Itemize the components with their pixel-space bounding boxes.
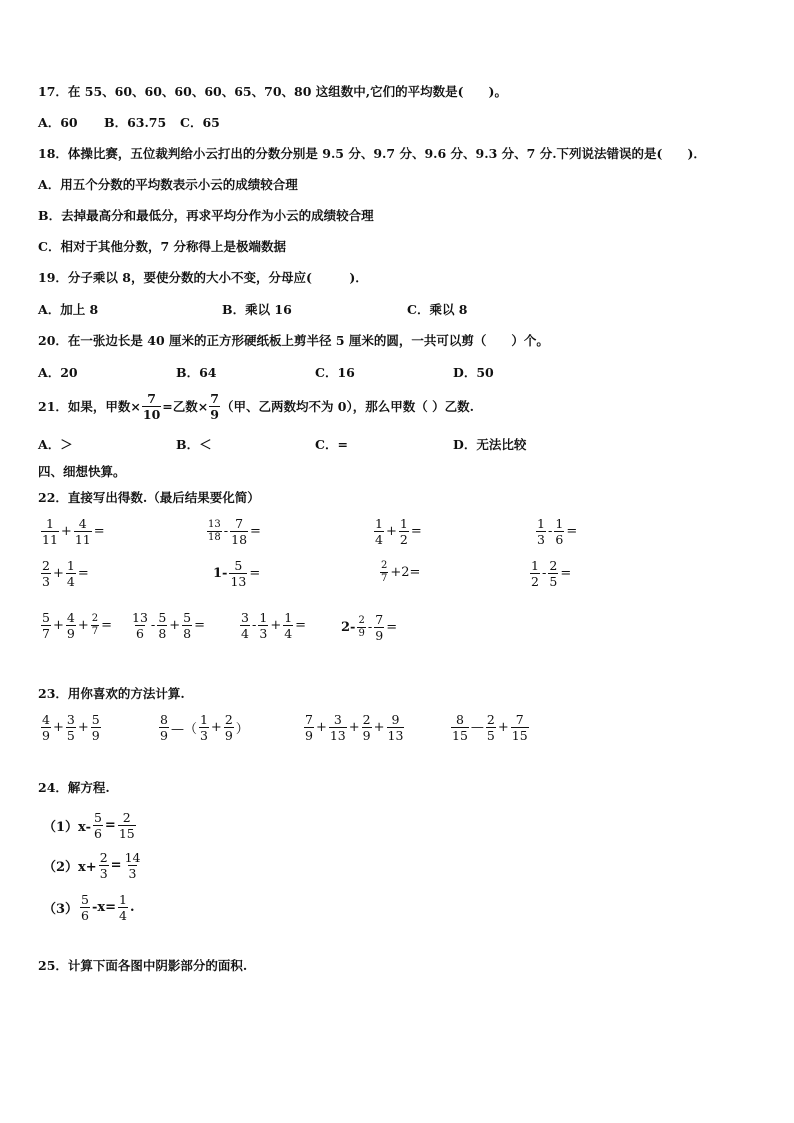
fraction: $\frac{1}{6}$ <box>555 516 564 547</box>
q23-expr-b: $\frac{8}{9}$ —（ $\frac{1}{3}$ + $\frac{2}{9}$ ） <box>160 712 249 743</box>
fraction: $\frac{5}{9}$ <box>91 712 100 743</box>
fraction: $\frac{7}{18}$ <box>231 516 248 547</box>
fraction: $\frac{1}{2}$ <box>399 516 408 547</box>
question-19-text: 19．分子乘以 8，要使分数的大小不变，分母应( )． <box>38 270 368 285</box>
q21-part-1: 21．如果，甲数× <box>38 398 141 414</box>
fraction: $\frac{7}{9}$ <box>375 612 384 643</box>
fraction: $\frac{2}{7}$ <box>91 613 99 637</box>
q17-option-b: B．63.75 <box>104 115 167 130</box>
question-22-text: 22．直接写出得数.（最后结果要化简） <box>38 490 260 505</box>
question-24-text: 24．解方程. <box>38 780 110 795</box>
fraction: $\frac{5}{7}$ <box>42 610 50 641</box>
fraction: $\frac{1}{3}$ <box>537 516 545 547</box>
q17-option-c: C．65 <box>180 115 220 130</box>
fraction: $\frac{1}{11}$ <box>42 516 58 547</box>
fraction: $\frac{2}{9}$ <box>362 712 371 743</box>
fraction: $\frac{5}{6}$ <box>81 892 89 923</box>
q24-equation-3: （3） $\frac{5}{6}$ -x= $\frac{1}{4}$ . <box>43 892 135 923</box>
fraction: $\frac{9}{13}$ <box>387 712 404 743</box>
fraction: $\frac{5}{8}$ <box>158 610 167 641</box>
fraction: $\frac{5}{6}$ <box>93 810 102 841</box>
q18-option-a: A．用五个分数的平均数表示小云的成绩较合理 <box>38 177 298 192</box>
fraction: $\frac{3}{13}$ <box>329 712 346 743</box>
fraction: $\frac{1}{3}$ <box>259 610 268 641</box>
question-23-text: 23．用你喜欢的方法计算. <box>38 686 185 701</box>
q21-part-2: =乙数× <box>162 398 209 414</box>
fraction: $\frac{2}{5}$ <box>486 712 495 743</box>
fraction: $\frac{7}{15}$ <box>511 712 528 743</box>
q20-option-d: D．50 <box>453 365 494 380</box>
q21-option-b: B．＜ <box>176 437 212 452</box>
q19-option-a: A．加上 8 <box>38 302 99 317</box>
fraction: $\frac{2}{9}$ <box>358 615 365 639</box>
question-25-text: 25．计算下面各图中阴影部分的面积. <box>38 958 248 973</box>
fraction: $\frac{1}{3}$ <box>199 712 208 743</box>
fraction: $\frac{3}{4}$ <box>241 610 249 641</box>
fraction: $\frac{2}{15}$ <box>118 810 135 841</box>
q22-expr-a: $\frac{1}{11}$ + $\frac{4}{11}$ = <box>42 516 105 547</box>
q22-expr-h: $\frac{1}{2}$ - $\frac{2}{5}$ = <box>531 558 572 589</box>
fraction: $\frac{4}{9}$ <box>66 610 75 641</box>
q21-part-3: （甲、乙两数均不为 0），那么甲数（ ）乙数. <box>220 398 474 414</box>
q24-equation-1: （1）x- $\frac{5}{6}$ = $\frac{2}{15}$ <box>43 810 135 841</box>
q21-fraction-2: $\frac{7}{9}$ <box>210 391 219 422</box>
q23-expr-c: $\frac{7}{9}$ + $\frac{3}{13}$ + $\frac{2}{9}$ + $\frac{9}{13}$ <box>305 712 404 743</box>
fraction: $\frac{1}{2}$ <box>531 558 539 589</box>
fraction: $\frac{5}{8}$ <box>183 610 192 641</box>
question-20-text: 20．在一张边长是 40 厘米的正方形硬纸板上剪半径 5 厘米的圆，一共可以剪（ ）个。 <box>38 333 549 348</box>
q17-option-a: A．60 <box>38 115 78 130</box>
q22-expr-f: 1- $\frac{5}{13}$ = <box>213 558 261 589</box>
fraction: $\frac{2}{9}$ <box>224 712 233 743</box>
q22-expr-b: $\frac{13}{18}$ - $\frac{7}{18}$ = <box>208 516 261 547</box>
q20-option-a: A．20 <box>38 365 78 380</box>
fraction: $\frac{14}{3}$ <box>124 850 141 881</box>
q21-option-d: D．无法比较 <box>453 437 527 452</box>
q18-option-b: B．去掉最高分和最低分，再求平均分作为小云的成绩较合理 <box>38 208 374 223</box>
fraction: $\frac{8}{9}$ <box>160 712 168 743</box>
q22-expr-k: $\frac{3}{4}$ - $\frac{1}{3}$ + $\frac{1}{4}$ = <box>241 610 307 641</box>
fraction: $\frac{7}{9}$ <box>305 712 313 743</box>
fraction: $\frac{4}{9}$ <box>42 712 50 743</box>
fraction: $\frac{5}{13}$ <box>230 558 247 589</box>
fraction: $\frac{2}{3}$ <box>42 558 50 589</box>
fraction: $\frac{2}{7}$ <box>381 560 388 584</box>
question-21-text <box>38 391 474 422</box>
section-4-heading: 四、细想快算。 <box>38 464 126 479</box>
q22-expr-l: 2- $\frac{2}{9}$ - $\frac{7}{9}$ = <box>341 612 398 643</box>
fraction: $\frac{13}{6}$ <box>132 610 148 641</box>
fraction: $\frac{1}{4}$ <box>284 610 293 641</box>
q24-equation-2: （2）x+ $\frac{2}{3}$ = $\frac{14}{3}$ <box>43 850 141 881</box>
q19-option-b: B．乘以 16 <box>222 302 292 317</box>
fraction: $\frac{2}{5}$ <box>549 558 558 589</box>
fraction: $\frac{8}{15}$ <box>452 712 468 743</box>
fraction: $\frac{4}{11}$ <box>74 516 91 547</box>
fraction: $\frac{3}{5}$ <box>66 712 75 743</box>
q23-expr-a: $\frac{4}{9}$ + $\frac{3}{5}$ + $\frac{5}{9}$ <box>42 712 100 743</box>
q19-option-c: C．乘以 8 <box>407 302 468 317</box>
fraction: $\frac{1}{4}$ <box>119 892 127 923</box>
q21-option-a: A．＞ <box>38 437 73 452</box>
fraction: $\frac{2}{3}$ <box>99 850 108 881</box>
q18-option-c: C．相对于其他分数，7 分称得上是极端数据 <box>38 239 286 254</box>
q21-option-c: C．= <box>315 437 348 452</box>
q20-option-b: B．64 <box>176 365 217 380</box>
fraction: $\frac{13}{18}$ <box>208 519 221 543</box>
fraction: $\frac{1}{4}$ <box>375 516 383 547</box>
question-18-text: 18．体操比赛，五位裁判给小云打出的分数分别是 9.5 分、9.7 分、9.6 分、9.3 分、7 分.下列说法错误的是( )． <box>38 146 706 161</box>
q22-expr-e: $\frac{2}{3}$ + $\frac{1}{4}$ = <box>42 558 89 589</box>
q22-expr-j: $\frac{13}{6}$ - $\frac{5}{8}$ + $\frac{5}{8}$ = <box>132 610 206 641</box>
q22-expr-i: $\frac{5}{7}$ + $\frac{4}{9}$ + $\frac{2}{7}$ = <box>42 610 112 641</box>
fraction: $\frac{1}{4}$ <box>66 558 75 589</box>
question-17-text: 17．在 55、60、60、60、60、65、70、80 这组数中,它们的平均数是( )。 <box>38 84 507 99</box>
q22-expr-d: $\frac{1}{3}$ - $\frac{1}{6}$ = <box>537 516 578 547</box>
q22-expr-g: $\frac{2}{7}$ +2= <box>381 560 421 584</box>
q21-fraction-1: $\frac{7}{10}$ <box>142 391 161 422</box>
q20-option-c: C．16 <box>315 365 355 380</box>
q23-expr-d: $\frac{8}{15}$ — $\frac{2}{5}$ + $\frac{7}{15}$ <box>452 712 528 743</box>
q22-expr-c: $\frac{1}{4}$ + $\frac{1}{2}$ = <box>375 516 422 547</box>
